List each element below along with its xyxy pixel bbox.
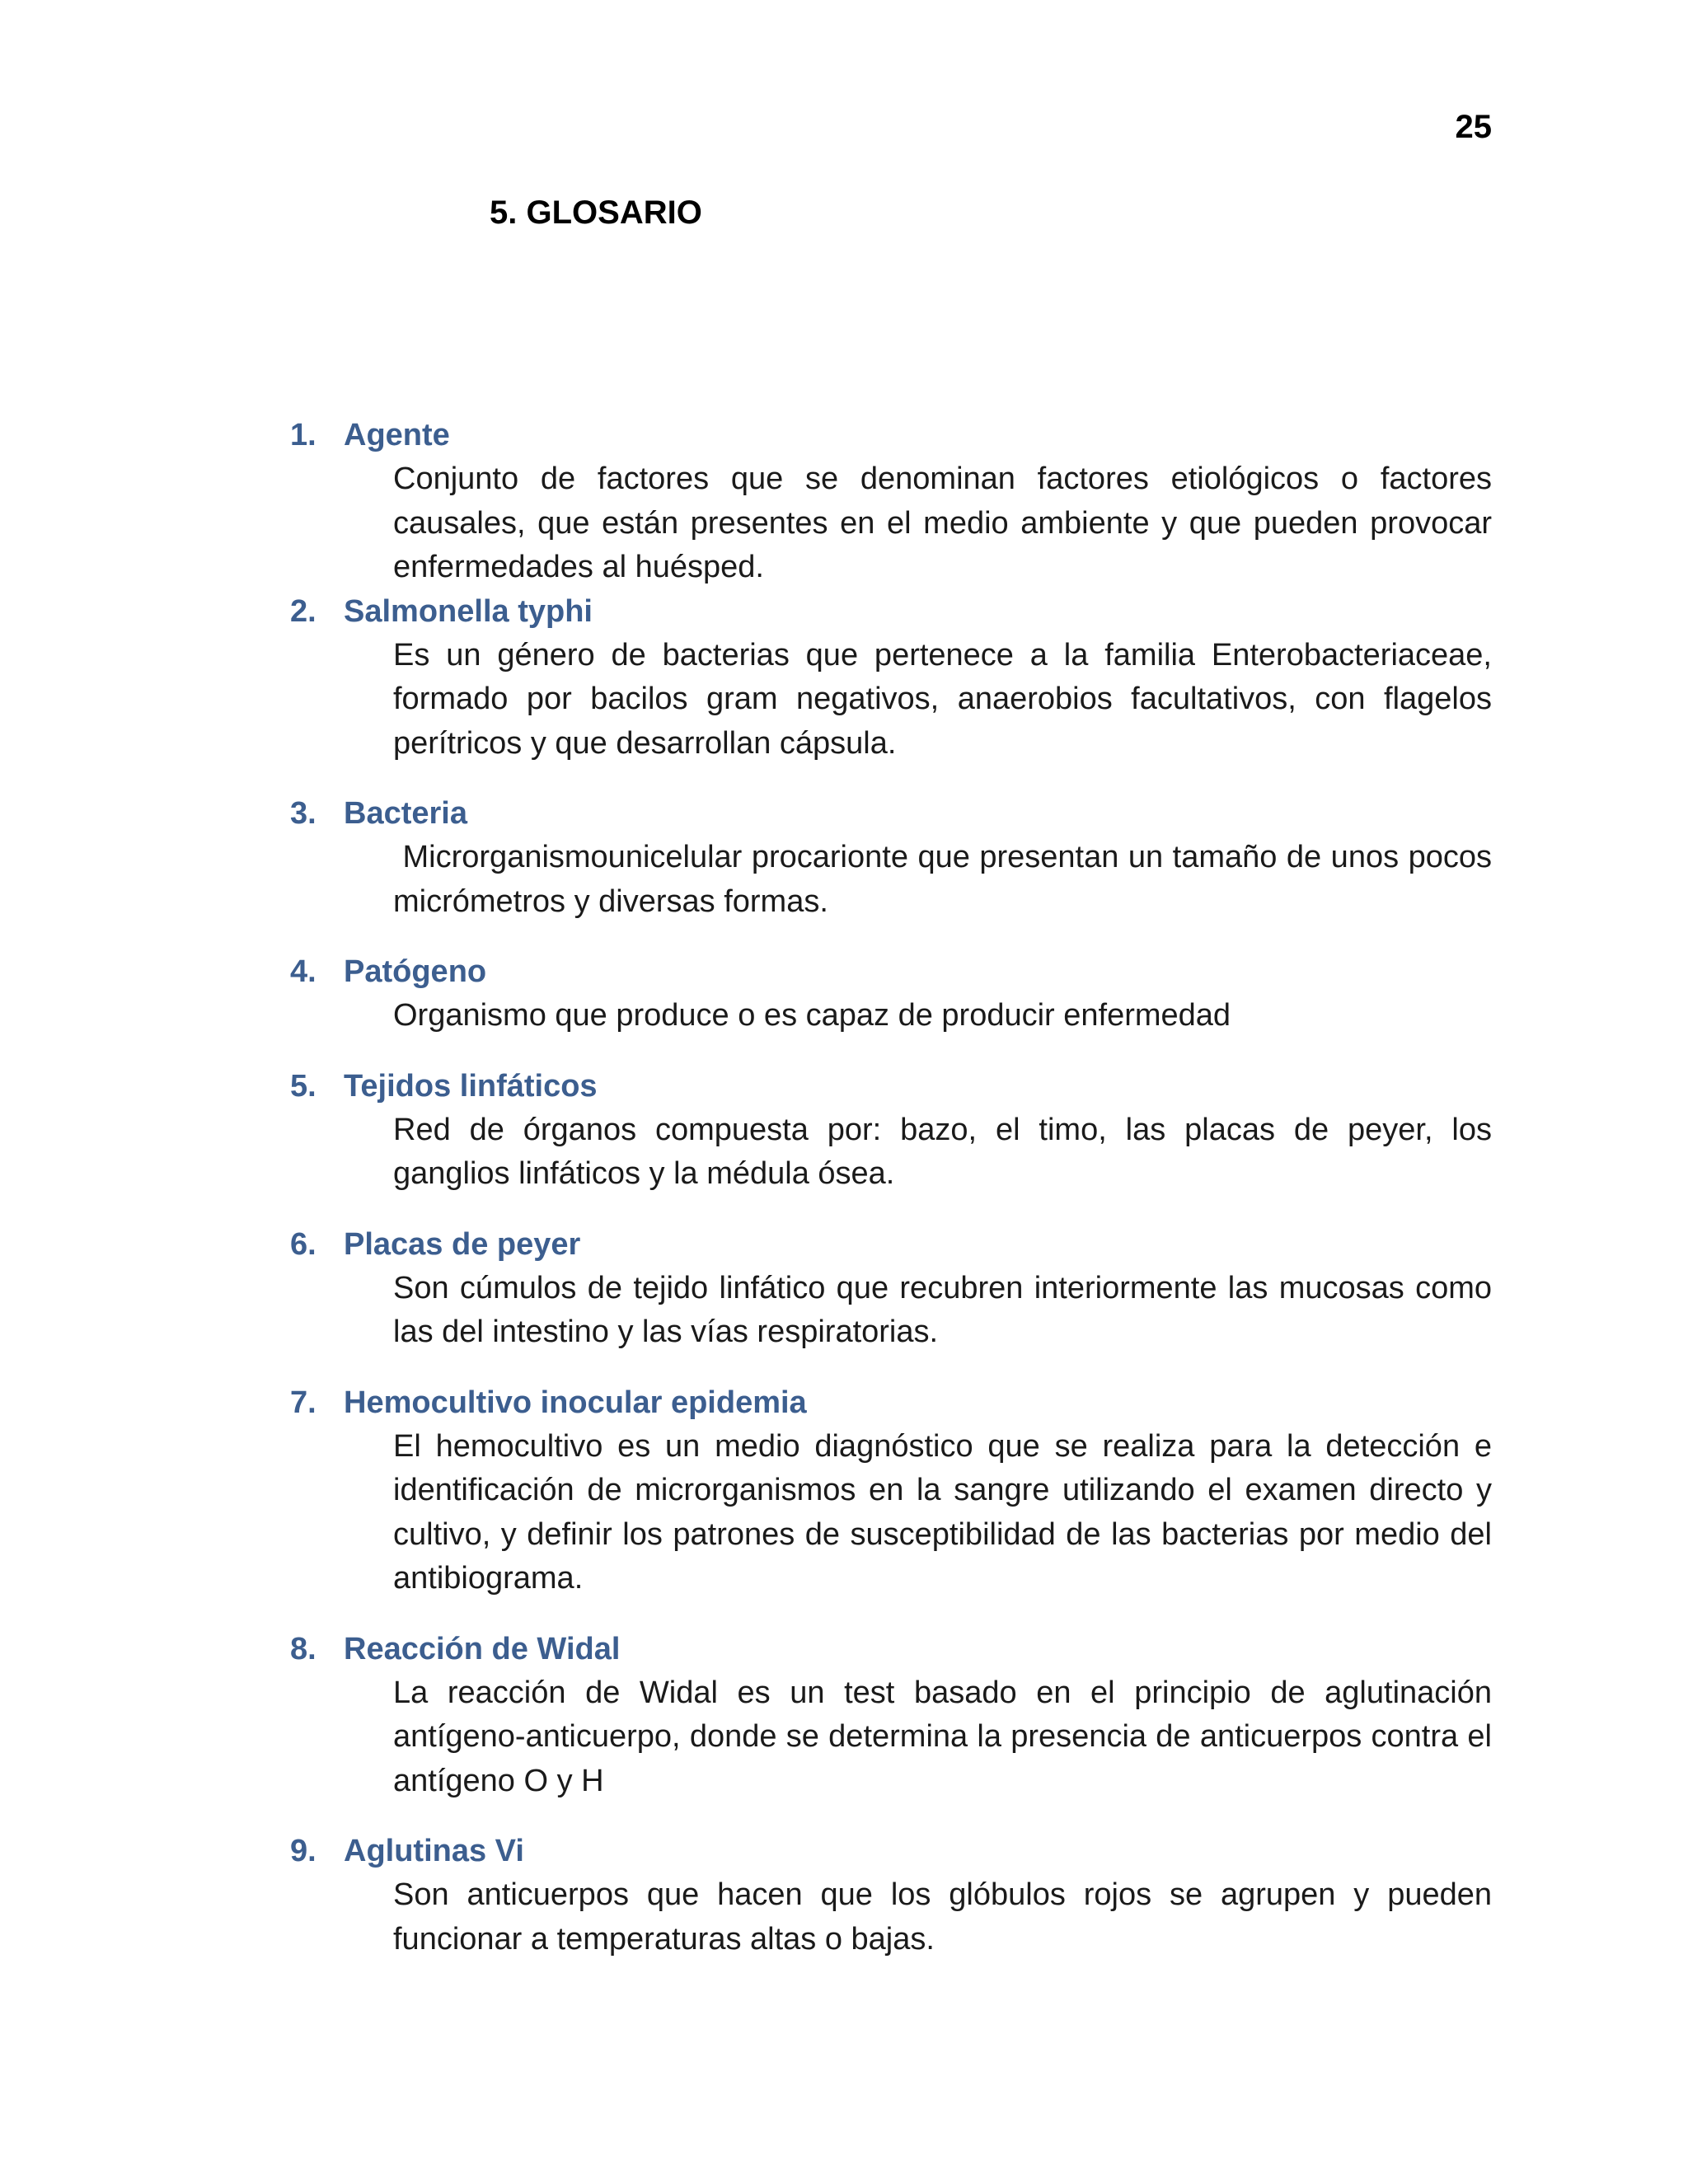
term-definition: Son cúmulos de tejido linfático que recubren interiormente las mucosas como las del intestino y las vías respiratorias.: [393, 1270, 1492, 1349]
term-label: Salmonella typhi: [344, 593, 593, 629]
term-definition: Es un género de bacterias que pertenece a la familia Enterobacteriaceae, formado por bacilos gram negativos, anaerobios facultativos, con flagelos perítricos y que desarrollan cápsula.: [393, 637, 1492, 761]
glossary-entry-salmonella-typhi: [290, 590, 1492, 766]
section-title: 5. GLOSARIO: [490, 194, 702, 231]
glossary-list: [290, 414, 1501, 1961]
glossary-term: [290, 590, 1492, 634]
term-label: Patógeno: [344, 954, 487, 989]
term-definition: Organismo que produce o es capaz de producir enfermedad: [393, 998, 1231, 1033]
glossary-entry-aglutinas-vi: [290, 1830, 1492, 1961]
term-number: 9.: [290, 1834, 316, 1868]
glossary-term: [290, 792, 1492, 836]
glossary-entry-placas-de-peyer: [290, 1223, 1492, 1355]
glossary-entry-tejidos-linfaticos: [290, 1065, 1492, 1197]
glossary-term: [290, 1830, 1492, 1873]
term-number: 3.: [290, 796, 316, 831]
glossary-term: [290, 1381, 1492, 1425]
term-number: 7.: [290, 1385, 316, 1420]
term-number: 2.: [290, 593, 316, 629]
term-label: Placas de peyer: [344, 1226, 581, 1262]
term-label: Tejidos linfáticos: [344, 1068, 598, 1104]
term-definition: Microrganismounicelular procarionte que presentan un tamaño de unos pocos micrómetros y diversas formas.: [393, 840, 1501, 919]
term-definition: Son anticuerpos que hacen que los glóbulos rojos se agrupen y pueden funcionar a temperaturas altas o bajas.: [393, 1877, 1492, 1957]
term-number: 5.: [290, 1068, 316, 1104]
term-label: Reacción de Widal: [344, 1631, 621, 1666]
term-label: Bacteria: [344, 796, 467, 831]
page-number: 25: [1455, 109, 1492, 145]
term-number: 1.: [290, 418, 316, 452]
term-definition: La reacción de Widal es un test basado en el principio de aglutinación antígeno-anticuerpo, donde se determina la presencia de anticuerpos contra el antígeno O y H: [393, 1675, 1492, 1798]
term-number: 8.: [290, 1631, 316, 1666]
glossary-entry-agente: [290, 414, 1492, 590]
term-definition: Red de órganos compuesta por: bazo, el timo, las placas de peyer, los ganglios linfáticos y la médula ósea.: [393, 1112, 1492, 1191]
glossary-term: [290, 950, 1492, 994]
term-definition: Conjunto de factores que se denominan factores etiológicos o factores causales, que están presentes en el medio ambiente y que pueden provocar enfermedades al huésped.: [393, 462, 1492, 584]
glossary-entry-bacteria: [290, 792, 1501, 924]
term-label: Agente: [344, 418, 450, 452]
glossary-term: [290, 414, 1492, 457]
glossary-entry-reaccion-de-widal: [290, 1628, 1492, 1804]
glossary-term: [290, 1628, 1492, 1671]
glossary-term: [290, 1223, 1492, 1267]
term-number: 4.: [290, 954, 316, 989]
term-number: 6.: [290, 1226, 316, 1262]
glossary-entry-patogeno: [290, 950, 1492, 1038]
term-label: Aglutinas Vi: [344, 1834, 524, 1868]
term-label: Hemocultivo inocular epidemia: [344, 1385, 807, 1420]
term-definition: El hemocultivo es un medio diagnóstico que se realiza para la detección e identificación de microrganismos en la sangre utilizando el examen directo y cultivo, y definir los patrones de susceptibilidad de las bacterias por medio del antibiograma.: [393, 1428, 1492, 1596]
glossary-term: [290, 1065, 1492, 1108]
glossary-entry-hemocultivo: [290, 1381, 1492, 1601]
